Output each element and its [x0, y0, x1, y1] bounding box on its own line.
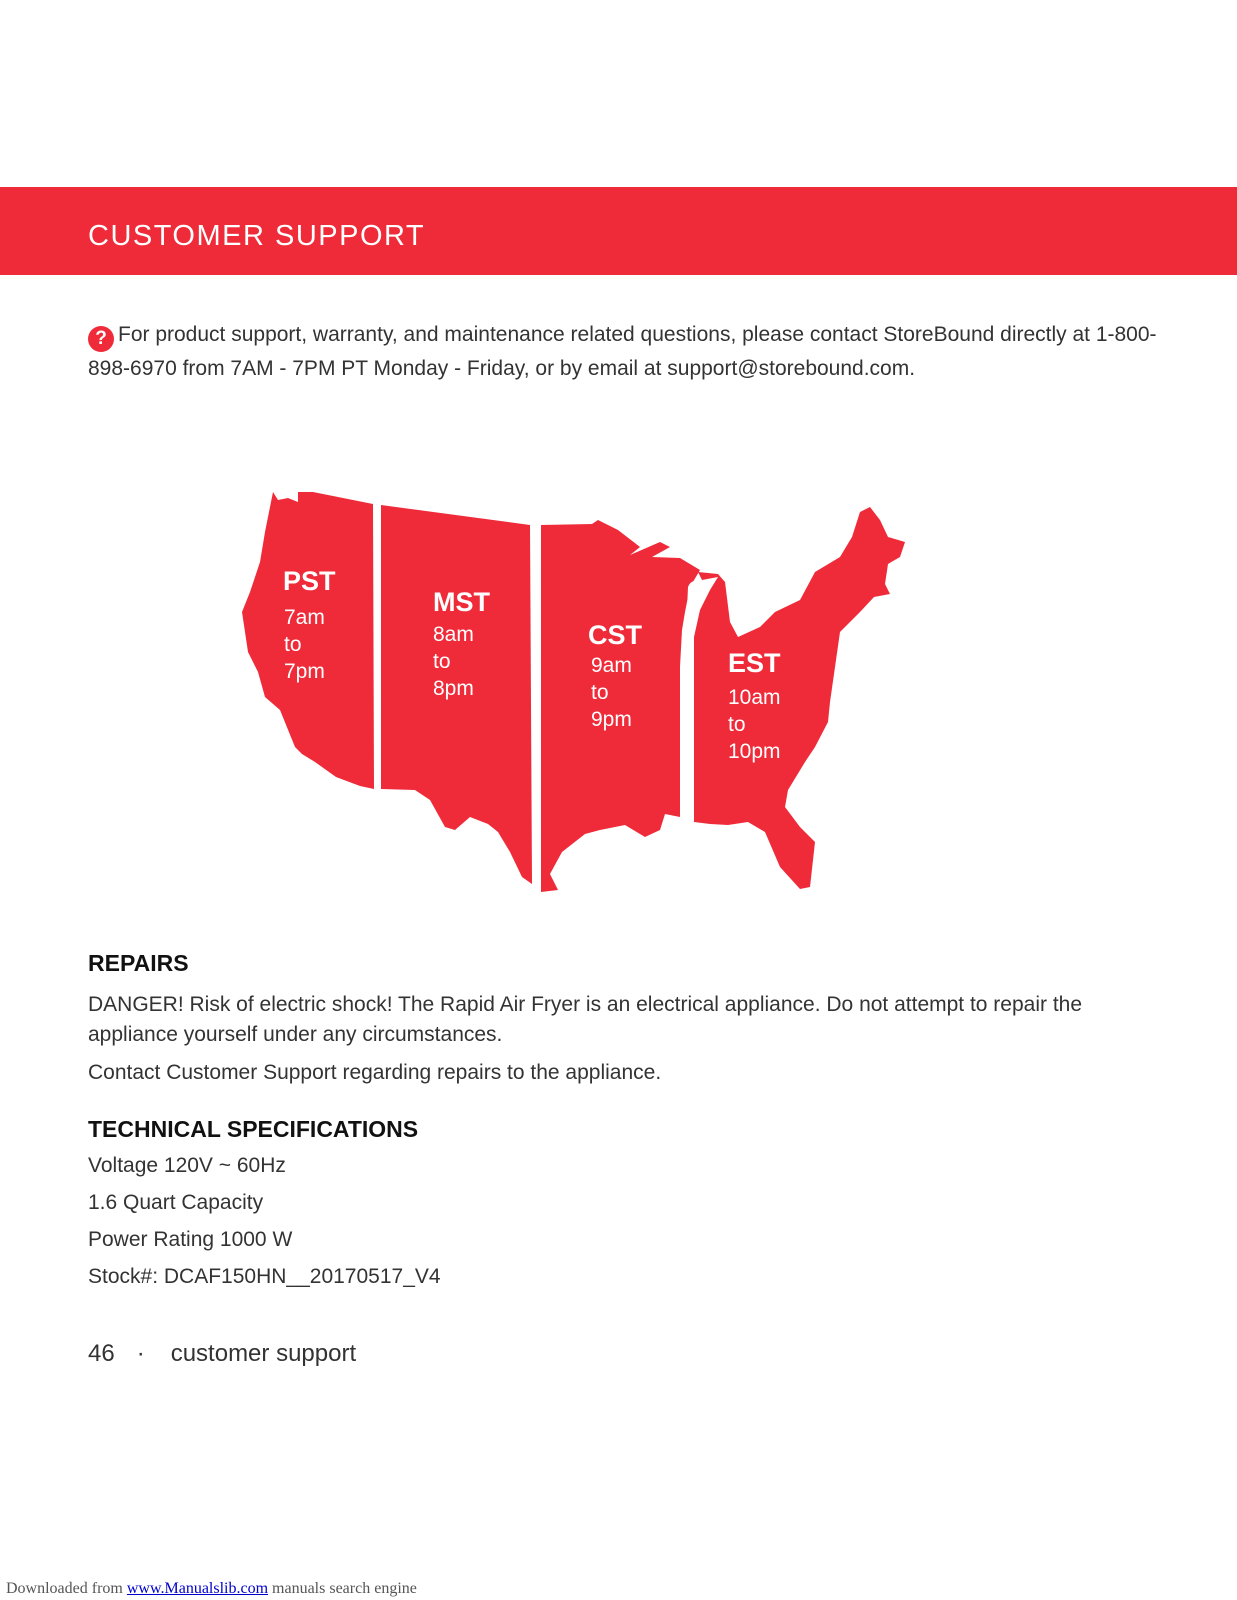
question-circle-icon: ?: [88, 326, 114, 352]
specs-heading: TECHNICAL SPECIFICATIONS: [88, 1116, 419, 1142]
zone-label-cst: CST: [588, 620, 642, 650]
footer-separator: ·: [136, 1340, 145, 1367]
zone-hours-pst: 7am to 7pm: [284, 606, 325, 683]
time-zone-map: [240, 492, 930, 917]
spec-voltage: Voltage 120V ~ 60Hz: [88, 1154, 286, 1177]
spec-stock: Stock#: DCAF150HN__20170517_V4: [88, 1265, 441, 1288]
zone-hours-est: 10am to 10pm: [728, 686, 781, 763]
footer-section: customer support: [170, 1340, 357, 1367]
repairs-danger-text: DANGER! Risk of electric shock! The Rapid Air Fryer is an electrical appliance. Do not attempt to repair the appliance yourself under any circumstances.: [88, 993, 1083, 1046]
zone-label-mst: MST: [433, 587, 490, 617]
repairs-contact-text: Contact Customer Support regarding repairs to the appliance.: [88, 1061, 662, 1084]
page-title: CUSTOMER SUPPORT: [88, 220, 426, 252]
manualslib-link[interactable]: www.Manualslib.com: [126, 1580, 269, 1597]
zone-hours-mst: 8am to 8pm: [433, 623, 474, 700]
zone-label-est: EST: [728, 648, 781, 678]
page-number: 46: [88, 1340, 115, 1367]
zone-label-pst: PST: [283, 566, 336, 596]
download-source-line: Downloaded from www.Manualslib.com manuals search engine: [6, 1580, 417, 1597]
us-map-graphic: [240, 492, 930, 917]
spec-power: Power Rating 1000 W: [88, 1228, 293, 1251]
repairs-heading: REPAIRS: [88, 950, 189, 976]
support-intro: [88, 318, 1168, 385]
spec-capacity: 1.6 Quart Capacity: [88, 1191, 264, 1214]
support-intro-text: For product support, warranty, and maintenance related questions, please contact StoreBound directly at 1-800-898-6970 from 7AM - 7PM PT Monday - Friday, or by email at support@storebound.com.: [88, 323, 1157, 380]
zone-hours-cst: 9am to 9pm: [591, 654, 632, 731]
map-zone-est: [694, 507, 905, 889]
page-footer: [88, 1340, 356, 1368]
